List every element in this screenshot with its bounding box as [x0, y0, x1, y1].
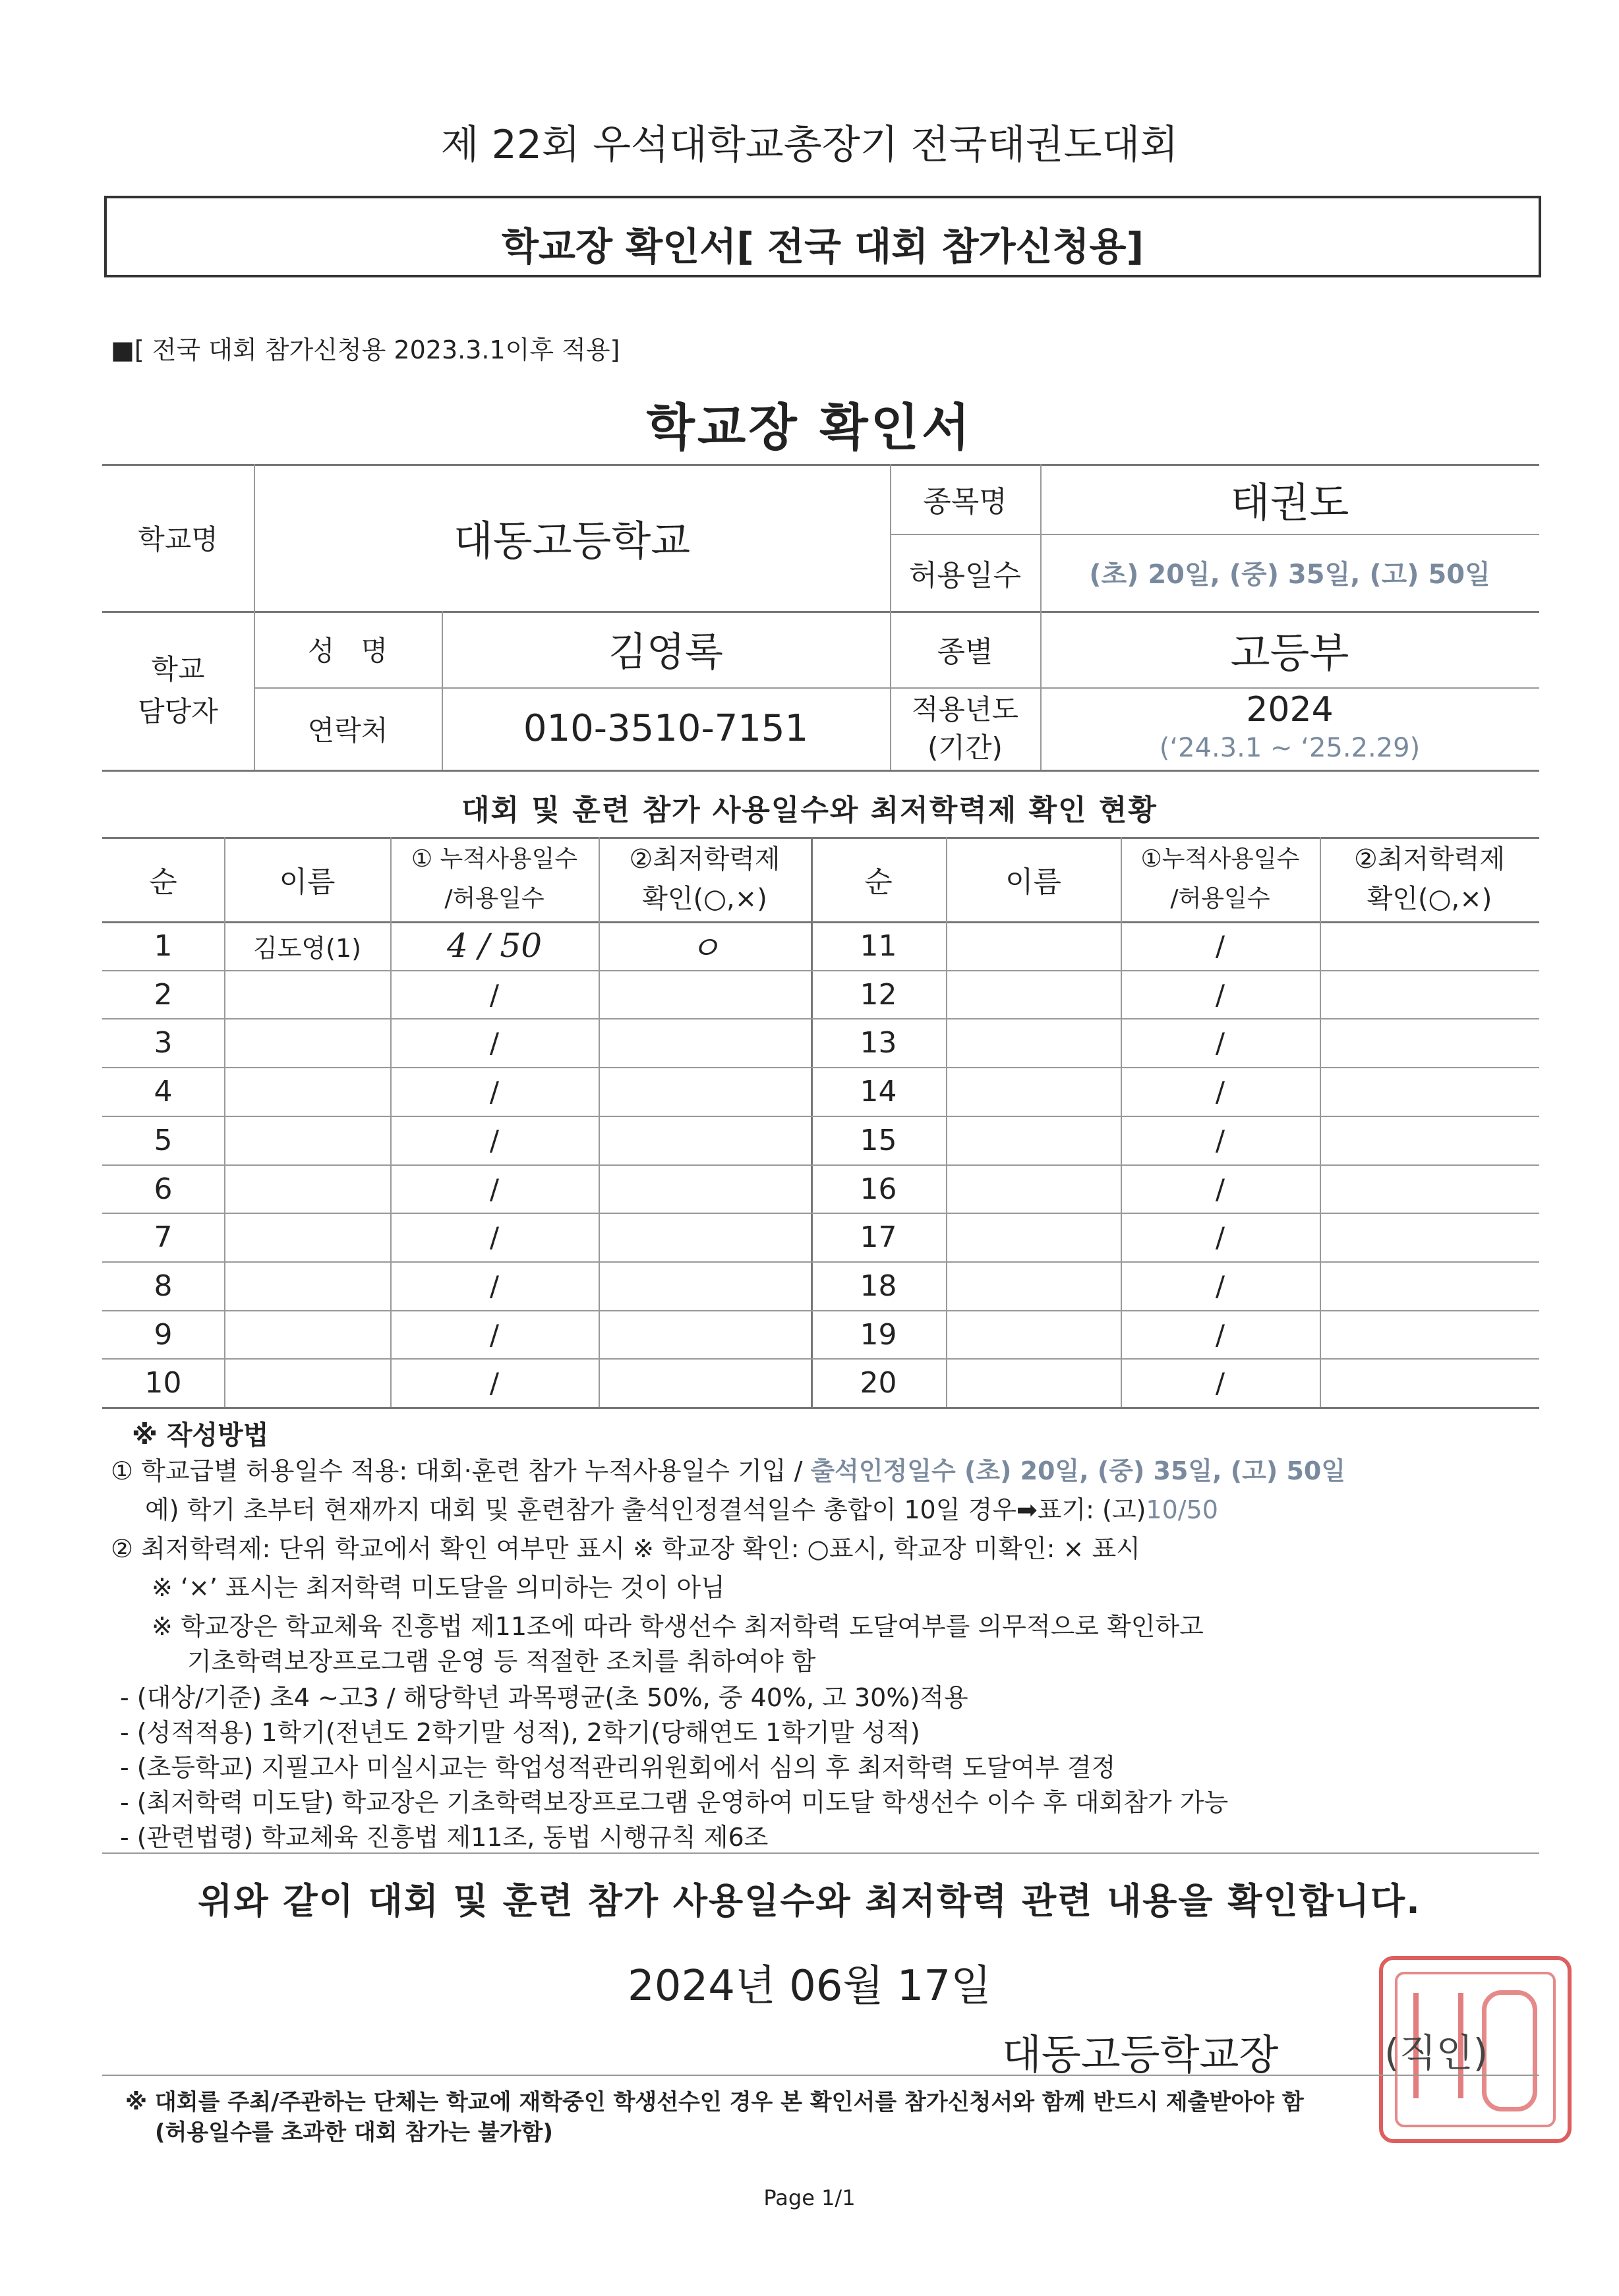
cell-name — [224, 1164, 390, 1213]
check-header-line2: 확인(○,×) — [1367, 884, 1492, 914]
cell-check — [1320, 1213, 1539, 1261]
cell-name — [224, 1261, 390, 1310]
cell-usage: / — [1215, 1026, 1225, 1059]
date: 2024년 06월 17일 — [628, 1962, 991, 2011]
cell-usage: / — [489, 1318, 500, 1351]
cell-no: 1 — [154, 929, 173, 963]
header-box-title: 학교장 확인서[ 전국 대회 참가신청용] — [501, 224, 1144, 269]
applicability-note: ■[ 전국 대회 참가신청용 2023.3.1이후 적용] — [111, 335, 620, 364]
cell-usage: 4 / 50 — [446, 927, 543, 965]
footer-note-2: (허용일수를 초과한 대회 참가는 불가함) — [155, 2119, 553, 2146]
detail-3: - (초등학교) 지필고사 미실시교는 학업성적관리위원회에서 심의 후 최저학력 도달여부 결정 — [120, 1753, 1116, 1782]
usage-header-line1: ① 누적사용일수 — [411, 846, 578, 873]
cell-no: 10 — [144, 1365, 182, 1400]
cell-usage: / — [489, 1220, 500, 1253]
cell-check — [1320, 1310, 1539, 1359]
cell-name — [946, 1018, 1121, 1067]
year-value: 2024 — [1246, 689, 1334, 730]
manager-label — [102, 611, 254, 770]
year-value-cell — [1040, 687, 1539, 770]
cell-usage: / — [489, 1366, 500, 1399]
division-value: 고등부 — [1230, 628, 1349, 677]
cell-usage: / — [1215, 1318, 1225, 1351]
instruction-1-example-text: 예) 학기 초부터 현재까지 대회 및 훈련참가 출석인정결석일수 총합이 10일 경우➡표기: (고) — [145, 1495, 1146, 1524]
cell-no: 19 — [860, 1317, 897, 1352]
instruction-1-example — [145, 1489, 1218, 1526]
event-label: 종목명 — [923, 485, 1007, 519]
instructions-heading: ※ 작성방법 — [132, 1420, 269, 1450]
cell-no: 12 — [860, 977, 897, 1012]
allowed-days-value: (초) 20일, (중) 35일, (고) 50일 — [1089, 560, 1490, 590]
cell-check — [1320, 1116, 1539, 1164]
usage-header-line1: ①누적사용일수 — [1140, 846, 1300, 873]
school-value: 대동고등학교 — [453, 517, 691, 565]
col-header-check-left — [599, 837, 811, 921]
seal-mark: (직인) — [1384, 2030, 1488, 2075]
instruction-4b: 기초학력보장프로그램 운영 등 적절한 조치를 취하여야 함 — [187, 1647, 816, 1676]
cell-check — [599, 1261, 811, 1310]
manager-label-line2: 담당자 — [138, 695, 218, 728]
cell-check — [599, 1310, 811, 1359]
cell-usage: / — [1215, 1172, 1225, 1205]
cell-no: 15 — [860, 1123, 897, 1157]
cell-check — [599, 1213, 811, 1261]
cell-usage: / — [1215, 929, 1225, 962]
name-label: 성 명 — [307, 635, 388, 667]
cell-usage: / — [489, 1269, 500, 1302]
cell-check — [599, 1116, 811, 1164]
cell-check — [1320, 1358, 1539, 1407]
cell-check — [1320, 1164, 1539, 1213]
cell-usage: / — [1215, 1366, 1225, 1399]
contact-label: 연락처 — [307, 714, 388, 747]
cell-check — [1320, 1261, 1539, 1310]
cell-name — [946, 1358, 1121, 1407]
cell-usage: / — [489, 978, 500, 1011]
usage-header-line2: /허용일수 — [1170, 885, 1270, 912]
col-header-name-right: 이름 — [1005, 865, 1061, 899]
form-title: 학교장 확인서 — [646, 398, 973, 457]
competition-title: 제 22회 우석대학교총장기 전국태권도대회 — [440, 122, 1179, 168]
cell-check — [599, 1358, 811, 1407]
status-title: 대회 및 훈련 참가 사용일수와 최저학력제 확인 현황 — [461, 793, 1158, 827]
instruction-4: ※ 학교장은 학교체육 진흥법 제11조에 따라 학생선수 최저학력 도달여부를 의무적으로 확인하고 — [152, 1612, 1204, 1641]
cell-name — [224, 1018, 390, 1067]
cell-name — [224, 970, 390, 1019]
col-header-usage-left — [390, 837, 599, 921]
detail-4: - (최저학력 미도달) 학교장은 기초학력보장프로그램 운영하여 미도달 학생선수 이수 후 대회참가 가능 — [120, 1788, 1229, 1817]
cell-no: 8 — [154, 1269, 173, 1303]
cell-no: 4 — [154, 1074, 173, 1108]
header-box — [104, 196, 1541, 277]
cell-no: 16 — [860, 1172, 897, 1206]
check-header-line1: ②최저학력제 — [1353, 844, 1506, 875]
cell-no: 3 — [154, 1025, 173, 1060]
cell-check: ㅇ — [688, 929, 721, 967]
cell-check — [1320, 1018, 1539, 1067]
year-label-line1: 적용년도 — [911, 693, 1019, 726]
principal-name: 대동고등학교장 — [1002, 2030, 1279, 2079]
col-header-usage-right — [1121, 837, 1320, 921]
cell-check — [599, 970, 811, 1019]
footer-note-1: ※ 대회를 주최/주관하는 단체는 학교에 재학중인 학생선수인 경우 본 확인서를 참가신청서와 함께 반드시 제출받아야 함 — [125, 2089, 1304, 2115]
cell-name — [224, 1310, 390, 1359]
cell-no: 11 — [860, 929, 897, 963]
cell-usage: / — [489, 1075, 500, 1108]
cell-no: 20 — [860, 1365, 897, 1400]
name-value: 김영록 — [608, 629, 723, 675]
page-label: Page 1/1 — [763, 2185, 856, 2210]
col-header-no-right: 순 — [864, 865, 893, 899]
cell-name — [946, 1164, 1121, 1213]
instruction-1-example-gray: 10/50 — [1146, 1495, 1218, 1524]
school-label: 학교명 — [138, 523, 218, 556]
allowed-days-label: 허용일수 — [908, 558, 1021, 592]
cell-no: 13 — [860, 1025, 897, 1060]
instruction-1 — [111, 1450, 1345, 1487]
instruction-1-main: ① 학교급별 허용일수 적용: 대회·훈련 참가 누적사용일수 기입 / — [111, 1456, 811, 1485]
cell-no: 2 — [154, 977, 173, 1012]
cell-name — [946, 1067, 1121, 1116]
confirmation-statement: 위와 같이 대회 및 훈련 참가 사용일수와 최저학력 관련 내용을 확인합니다. — [198, 1880, 1421, 1922]
division-label: 종별 — [937, 635, 993, 669]
cell-usage: / — [1215, 978, 1225, 1011]
cell-usage: / — [489, 1026, 500, 1059]
col-header-no-left: 순 — [149, 865, 177, 899]
cell-usage: / — [489, 1124, 500, 1157]
cell-name — [946, 1213, 1121, 1261]
period-value: (‘24.3.1 ~ ‘25.2.29) — [1159, 732, 1421, 763]
cell-no: 7 — [154, 1220, 173, 1254]
check-header-line1: ②최저학력제 — [629, 844, 780, 875]
cell-usage: / — [1215, 1124, 1225, 1157]
detail-2: - (성적적용) 1학기(전년도 2학기말 성적), 2학기(당해연도 1학기말 성적) — [120, 1718, 920, 1747]
cell-name — [946, 921, 1121, 970]
cell-usage: / — [1215, 1075, 1225, 1108]
cell-no: 6 — [154, 1172, 173, 1206]
year-label-line2: (기간) — [927, 731, 1003, 764]
instruction-2: ② 최저학력제: 단위 학교에서 확인 여부만 표시 ※ 학교장 확인: ○표시, 학교장 미확인: × 표시 — [111, 1534, 1140, 1563]
col-header-name-left: 이름 — [279, 865, 336, 899]
cell-check — [599, 1164, 811, 1213]
cell-check — [599, 1067, 811, 1116]
cell-name — [946, 1310, 1121, 1359]
cell-usage: / — [489, 1172, 500, 1205]
cell-name — [946, 1261, 1121, 1310]
cell-no: 9 — [154, 1317, 173, 1352]
cell-name: 김도영(1) — [253, 933, 361, 963]
col-header-check-right — [1320, 837, 1539, 921]
year-label — [890, 687, 1040, 770]
cell-check — [1320, 921, 1539, 970]
contact-value: 010-3510-7151 — [523, 707, 809, 750]
cell-no: 17 — [860, 1220, 897, 1254]
manager-label-line1: 학교 — [151, 652, 205, 685]
detail-5: - (관련법령) 학교체육 진흥법 제11조, 동법 시행규칙 제6조 — [120, 1823, 769, 1852]
cell-check — [1320, 970, 1539, 1019]
check-header-line2: 확인(○,×) — [642, 884, 767, 914]
cell-usage: / — [1215, 1220, 1225, 1253]
cell-check — [599, 1018, 811, 1067]
cell-name — [946, 970, 1121, 1019]
instruction-1-gray: 출석인정일수 (초) 20일, (중) 35일, (고) 50일 — [810, 1456, 1346, 1485]
usage-header-line2: /허용일수 — [444, 885, 545, 912]
cell-name — [224, 1213, 390, 1261]
cell-no: 14 — [860, 1074, 897, 1108]
cell-name — [224, 1116, 390, 1164]
cell-name — [224, 1358, 390, 1407]
cell-name — [946, 1116, 1121, 1164]
detail-1: - (대상/기준) 초4 ~고3 / 해당학년 과목평균(초 50%, 중 40%, 고 30%)적용 — [120, 1683, 968, 1712]
cell-no: 5 — [154, 1123, 173, 1157]
cell-no: 18 — [860, 1269, 897, 1303]
cell-name — [224, 1067, 390, 1116]
event-value: 태권도 — [1230, 478, 1349, 527]
instruction-3: ※ ‘×’ 표시는 최저학력 미도달을 의미하는 것이 아님 — [152, 1573, 725, 1602]
cell-usage: / — [1215, 1269, 1225, 1302]
cell-check — [1320, 1067, 1539, 1116]
